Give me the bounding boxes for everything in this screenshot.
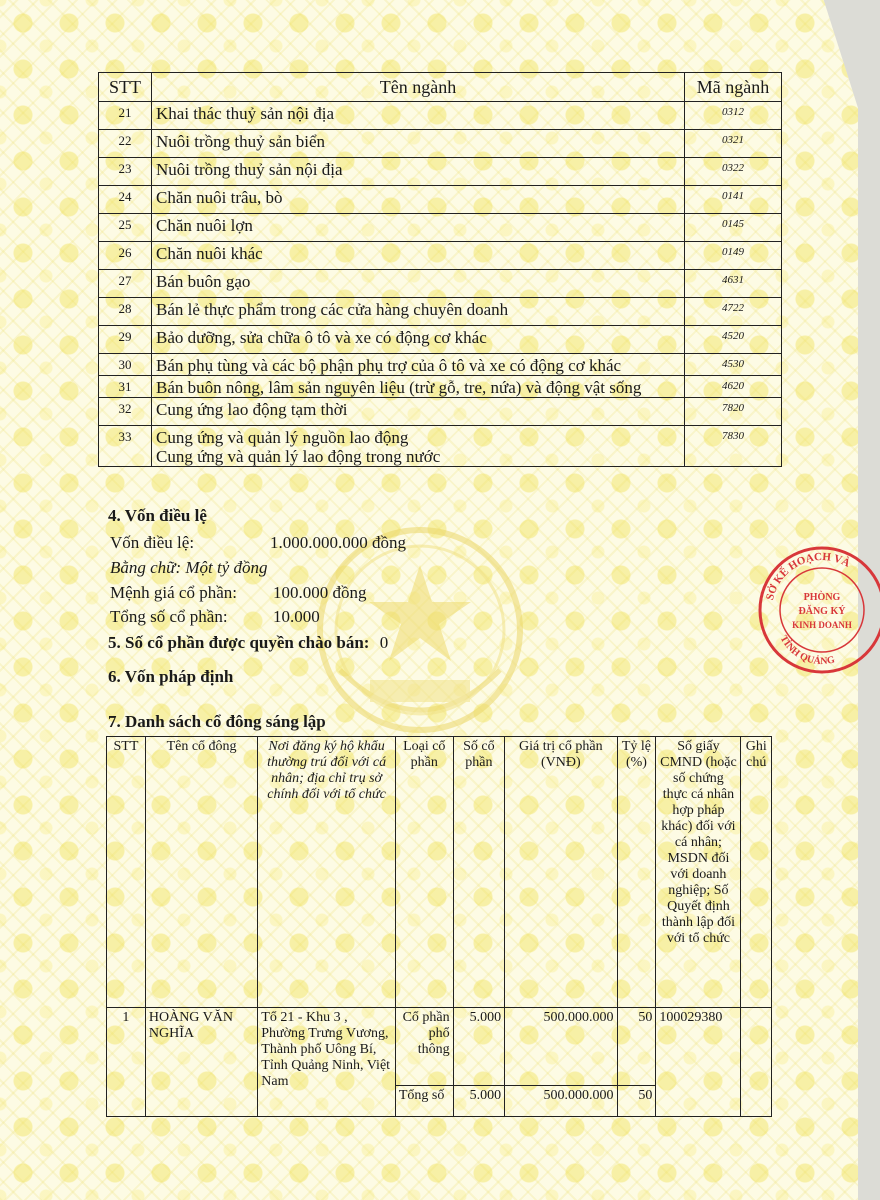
shareholder-share-count: 5.000 [453, 1008, 504, 1086]
header-share-value: Giá trị cổ phần (VNĐ) [505, 737, 617, 1008]
row-name: Bảo dưỡng, sửa chữa ô tô và xe có động cơ khác [152, 326, 685, 354]
row-stt: 21 [99, 102, 152, 130]
row-code: 0322 [685, 158, 782, 186]
table-row [99, 214, 782, 242]
header-share-count: Số cổ phần [453, 737, 504, 1008]
row-name: Nuôi trồng thuỷ sản biển [152, 130, 685, 158]
row-stt: 33 [99, 426, 152, 467]
row-stt: 27 [99, 270, 152, 298]
header-shareholder-name: Tên cổ đông [145, 737, 257, 1008]
table-row [99, 298, 782, 326]
row-stt: 30 [99, 354, 152, 376]
shareholder-name: HOÀNG VĂN NGHĨA [145, 1008, 257, 1117]
row-code: 4620 [685, 376, 782, 398]
shareholder-share-value: 500.000.000 [505, 1008, 617, 1086]
header-stt: STT [99, 73, 152, 102]
row-stt: 32 [99, 398, 152, 426]
row-stt: 22 [99, 130, 152, 158]
capital-value: 1.000.000.000 đồng [270, 533, 406, 552]
row-stt: 29 [99, 326, 152, 354]
row-code: 4631 [685, 270, 782, 298]
shareholder-ratio: 50 [617, 1008, 656, 1086]
table-row [99, 398, 782, 426]
row-stt: 24 [99, 186, 152, 214]
row-name-line2: Cung ứng và quản lý lao động trong nước [156, 447, 441, 466]
row-code: 0321 [685, 130, 782, 158]
stamp-ring-text: SỞ KẾ HOẠCH VÀ [764, 550, 852, 602]
header-industry-code: Mã ngành [685, 73, 782, 102]
table-row [99, 186, 782, 214]
section-6-title: 6. Vốn pháp định [108, 667, 234, 686]
row-name: Khai thác thuỷ sản nội địa [152, 102, 685, 130]
row-code: 7820 [685, 398, 782, 426]
shareholder-table [106, 736, 772, 1117]
section-4-title: 4. Vốn điều lệ [108, 506, 207, 525]
table-row [99, 426, 782, 467]
capital-row [110, 533, 406, 553]
row-code: 4520 [685, 326, 782, 354]
table-row [99, 376, 782, 398]
row-name: Nuôi trồng thuỷ sản nội địa [152, 158, 685, 186]
row-stt: 23 [99, 158, 152, 186]
stamp-bottom-text: TỈNH QUẢNG [777, 633, 836, 668]
row-name-line1: Cung ứng và quản lý nguồn lao động [156, 428, 409, 447]
section-5-value: 0 [379, 633, 389, 652]
row-code: 0312 [685, 102, 782, 130]
row-name: Bán lẻ thực phẩm trong các cửa hàng chuyên doanh [152, 298, 685, 326]
total-share-count: 5.000 [453, 1086, 504, 1117]
row-code: 4530 [685, 354, 782, 376]
table-row [99, 354, 782, 376]
header-stt: STT [107, 737, 146, 1008]
table-row [99, 130, 782, 158]
header-ratio: Tỷ lệ (%) [617, 737, 656, 1008]
stamp-line2: ĐĂNG KÝ [798, 606, 846, 617]
row-stt: 31 [99, 376, 152, 398]
par-value-row [110, 583, 367, 603]
table-row [99, 102, 782, 130]
shareholder-stt: 1 [107, 1008, 146, 1117]
shareholder-note [741, 1008, 772, 1117]
row-name: Bán buôn nông, lâm sản nguyên liệu (trừ gỗ, tre, nứa) và động vật sống [152, 376, 685, 398]
capital-words: Bằng chữ: Một tỷ đồng [110, 558, 268, 577]
table-row [99, 158, 782, 186]
stamp-line1: PHÒNG [803, 592, 841, 603]
row-code: 7830 [685, 426, 782, 467]
official-stamp [752, 540, 880, 680]
section-7-title: 7. Danh sách cổ đông sáng lập [108, 712, 326, 731]
row-name [152, 426, 685, 467]
table-row [99, 326, 782, 354]
capital-label: Vốn điều lệ: [110, 533, 195, 552]
total-shares-label: Tổng số cổ phần: [110, 607, 228, 626]
header-note: Ghi chú [741, 737, 772, 1008]
row-name: Bán buôn gạo [152, 270, 685, 298]
row-name: Cung ứng lao động tạm thời [152, 398, 685, 426]
row-stt: 25 [99, 214, 152, 242]
row-code: 0141 [685, 186, 782, 214]
total-share-value: 500.000.000 [505, 1086, 617, 1117]
table-row [99, 242, 782, 270]
row-name: Chăn nuôi lợn [152, 214, 685, 242]
row-code: 4722 [685, 298, 782, 326]
total-shares-value: 10.000 [273, 607, 320, 626]
total-ratio: 50 [617, 1086, 656, 1117]
header-address: Nơi đăng ký hộ khẩu thường trú đối với cá nhân; địa chỉ trụ sở chính đối với tổ chức [258, 737, 396, 1008]
industry-table [98, 72, 782, 467]
total-shares-row [110, 607, 320, 627]
shareholder-address: Tổ 21 - Khu 3 , Phường Trưng Vương, Thành phố Uông Bí, Tỉnh Quảng Ninh, Việt Nam [258, 1008, 396, 1117]
row-name: Bán phụ tùng và các bộ phận phụ trợ của ô tô và xe có động cơ khác [152, 354, 685, 376]
section-5 [108, 633, 388, 653]
shareholder-id-doc: 100029380 [656, 1008, 741, 1117]
total-label: Tổng số [395, 1086, 453, 1117]
table-row [107, 1008, 772, 1086]
shareholder-share-type: Cổ phần phổ thông [395, 1008, 453, 1086]
row-name: Chăn nuôi khác [152, 242, 685, 270]
par-value: 100.000 đồng [273, 583, 367, 602]
header-share-type: Loại cổ phần [395, 737, 453, 1008]
row-stt: 28 [99, 298, 152, 326]
stamp-line3: KINH DOANH [792, 620, 852, 630]
row-code: 0145 [685, 214, 782, 242]
row-code: 0149 [685, 242, 782, 270]
header-id-doc: Số giấy CMND (hoặc số chứng thực cá nhân hợp pháp khác) đối với cá nhân; MSDN đối với doanh nghiệp; Số Quyết định thành lập đối với tổ chức [656, 737, 741, 1008]
section-5-title: 5. Số cổ phần được quyền chào bán: [108, 633, 370, 652]
par-label: Mệnh giá cổ phần: [110, 583, 237, 602]
row-stt: 26 [99, 242, 152, 270]
row-name: Chăn nuôi trâu, bò [152, 186, 685, 214]
table-row [99, 270, 782, 298]
header-industry-name: Tên ngành [152, 73, 685, 102]
